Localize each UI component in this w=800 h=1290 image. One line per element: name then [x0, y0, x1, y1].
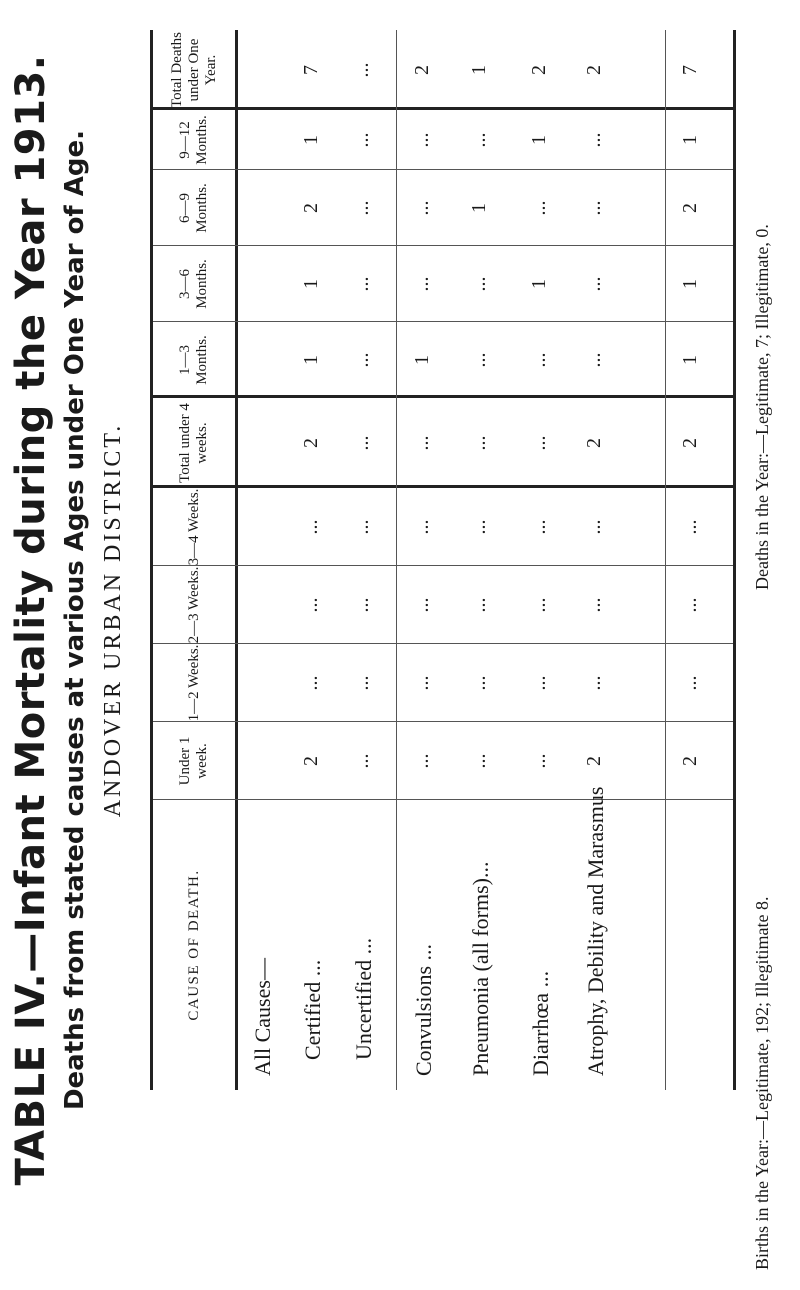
column-divider — [153, 643, 733, 644]
table-cell: ... — [528, 753, 550, 769]
table-cell: ... — [528, 200, 550, 216]
table-cell: ... — [583, 519, 605, 535]
table-cell: ... — [411, 200, 433, 216]
table-cell: 1 — [468, 65, 490, 75]
table-cell: ... — [351, 597, 373, 613]
row-label: Certified ... — [300, 959, 325, 1060]
row-label: Atrophy, Debility and Marasmus — [583, 786, 608, 1076]
table-cell: 1 — [411, 355, 433, 365]
table-subtitle: Deaths from stated causes at various Ages under One Year of Age. — [60, 129, 90, 1111]
table-cell: ... — [468, 519, 490, 535]
column-divider — [153, 721, 733, 722]
table-cell: ... — [411, 597, 433, 613]
row-group-divider — [665, 30, 666, 1090]
table-cell: 2 — [679, 756, 701, 766]
header-2-3-weeks: 2—3 Weeks. — [185, 566, 202, 644]
table-cell: ... — [468, 675, 490, 691]
table-cell: 7 — [679, 65, 701, 75]
table-cell: 1 — [528, 135, 550, 145]
header-cause: CAUSE OF DEATH. — [185, 869, 202, 1021]
table-cell: 1 — [528, 279, 550, 289]
table-cell: 1 — [300, 279, 322, 289]
table-cell: ... — [351, 352, 373, 368]
table-cell: ... — [528, 675, 550, 691]
header-1-2-weeks: 1—2 Weeks. — [185, 644, 202, 722]
table-cell: 1 — [300, 355, 322, 365]
table-cell: ... — [351, 519, 373, 535]
table-cell: ... — [583, 352, 605, 368]
table-cell: 2 — [411, 65, 433, 75]
row-label: Uncertified ... — [351, 937, 376, 1060]
table-cell: ... — [411, 675, 433, 691]
table-cell: ... — [411, 132, 433, 148]
table-cell: ... — [300, 675, 322, 691]
table-cell: ... — [351, 62, 373, 78]
footer-deaths: Deaths in the Year:—Legitimate, 7; Illegitimate, 0. — [752, 224, 772, 590]
table-cell: 1 — [679, 135, 701, 145]
table-cell: ... — [528, 435, 550, 451]
table-cell: 2 — [583, 438, 605, 448]
table-cell: ... — [468, 753, 490, 769]
table-cell: ... — [468, 435, 490, 451]
column-divider — [153, 485, 733, 488]
table-cell: ... — [351, 132, 373, 148]
table-cell: 1 — [679, 355, 701, 365]
header-under-1-week: Under 1 week. — [177, 736, 210, 786]
table-cell: ... — [583, 597, 605, 613]
table-cell: ... — [300, 597, 322, 613]
table-cell: ... — [300, 519, 322, 535]
header-3-6-months: 3—6 Months. — [177, 259, 210, 309]
table-cell: 2 — [528, 65, 550, 75]
table-cell: 2 — [679, 203, 701, 213]
table-cell: ... — [351, 435, 373, 451]
table-cell: 2 — [300, 756, 322, 766]
table-cell: ... — [679, 519, 701, 535]
table-cell: ... — [351, 200, 373, 216]
column-divider — [153, 395, 733, 398]
footer-births: Births in the Year:—Legitimate, 192; Illegitimate 8. — [752, 896, 772, 1270]
table-cell: ... — [351, 675, 373, 691]
table-cell: ... — [468, 597, 490, 613]
column-divider — [153, 169, 733, 170]
row-label: Pneumonia (all forms)... — [468, 861, 493, 1076]
column-divider — [153, 107, 733, 110]
header-total-under-4-weeks: Total under 4 weeks. — [177, 403, 210, 483]
table-header — [153, 30, 238, 1090]
table-cell: ... — [468, 132, 490, 148]
table-cell: ... — [679, 675, 701, 691]
header-total-under-one-year: Total Deaths under One Year. — [168, 32, 219, 109]
table-cell: 2 — [583, 65, 605, 75]
column-divider — [153, 565, 733, 566]
table-cell: 2 — [300, 438, 322, 448]
table-cell: ... — [528, 597, 550, 613]
row-label: All Causes— — [250, 958, 275, 1076]
table-cell: ... — [411, 435, 433, 451]
table-cell: ... — [583, 132, 605, 148]
table-cell: ... — [583, 276, 605, 292]
header-3-4-weeks: 3—4 Weeks. — [185, 488, 202, 566]
table-cell: 2 — [300, 203, 322, 213]
table-cell: ... — [468, 276, 490, 292]
table-cell: 1 — [468, 203, 490, 213]
header-6-9-months: 6—9 Months. — [177, 183, 210, 233]
table-cell: ... — [468, 352, 490, 368]
table-cell: ... — [411, 519, 433, 535]
column-divider — [153, 799, 733, 800]
table-cell: 1 — [300, 135, 322, 145]
table-cell: ... — [411, 753, 433, 769]
header-9-12-months: 9—12 Months. — [177, 115, 210, 165]
column-divider — [153, 245, 733, 246]
table-cell: 2 — [583, 756, 605, 766]
column-divider — [153, 321, 733, 322]
header-1-3-months: 1—3 Months. — [177, 335, 210, 385]
table-cell: 7 — [300, 65, 322, 75]
row-label: Diarrhœa ... — [528, 970, 553, 1076]
table-cell: ... — [679, 597, 701, 613]
table-cell: ... — [351, 753, 373, 769]
table-cell: 1 — [679, 279, 701, 289]
table-cell: ... — [351, 276, 373, 292]
table-cell: ... — [583, 675, 605, 691]
district-name: ANDOVER URBAN DISTRICT. — [100, 422, 126, 818]
table-cell: 2 — [679, 438, 701, 448]
table-cell: ... — [528, 519, 550, 535]
mortality-table — [150, 30, 736, 1090]
table-title: TABLE IV.—Infant Mortality during the Year 1913. — [8, 54, 54, 1186]
table-cell: ... — [583, 200, 605, 216]
table-cell: ... — [528, 352, 550, 368]
row-label: Convulsions ... — [411, 943, 436, 1076]
table-cell: ... — [411, 276, 433, 292]
row-group-divider — [396, 30, 397, 1090]
